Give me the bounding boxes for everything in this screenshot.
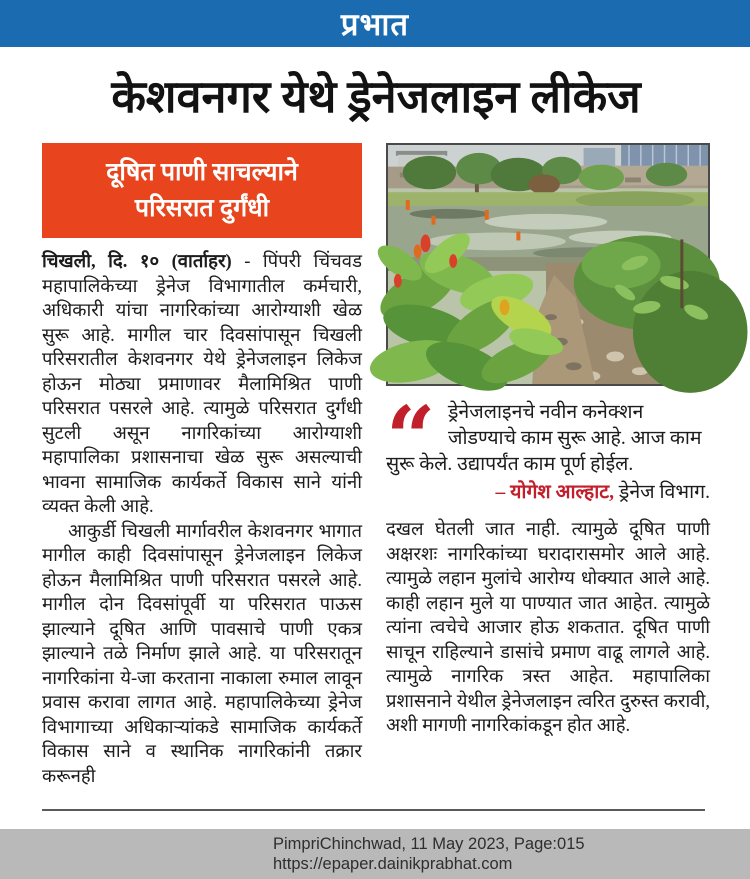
footer-bar bbox=[0, 829, 750, 879]
masthead-bar bbox=[0, 0, 750, 47]
right-column bbox=[386, 143, 710, 789]
paragraph-2: आकुर्डी चिखली मार्गावरील केशवनगर भागात मागील काही दिवसांपासून ड्रेनेजलाइन लिकेज होऊन मैलामिश्रित पाणी परिसरात पसरले आहे. मागील दोन दिवसांपूर्वी या परिसरात पाऊस झाल्याने दूषित आणि पावसाचे पाणी एकत्र झाल्याने तळे निर्माण झाले आहे. या परिसरातून नागरिकांना ये-जा करताना नाकाला रुमाल लावून प्रवास करावा लागत आहे. महापालिकेच्या ड्रेनेज विभागाच्या अधिकाऱ्यांकडे सामाजिक कार्यकर्ते विकास साने व स्थानिक नागरिकांनी तक्रार करूनही bbox=[42, 521, 362, 787]
subhead-box bbox=[42, 143, 362, 238]
quote-icon: “ bbox=[386, 388, 436, 489]
footer-edition-line: PimpriChinchwad, 11 May 2023, Page:015 bbox=[273, 835, 585, 853]
article-headline: केशवनगर येथे ड्रेनेजलाइन लीकेज bbox=[111, 72, 641, 122]
paragraph-1 bbox=[42, 250, 362, 520]
pull-quote bbox=[386, 388, 710, 506]
article-body bbox=[0, 143, 750, 789]
quote-author-role: ड्रेनेज विभाग. bbox=[614, 482, 710, 503]
quote-author: – योगेश आल्हाट, bbox=[495, 482, 615, 503]
pond-photo-illustration bbox=[388, 145, 708, 384]
paragraph-3: दखल घेतली जात नाही. त्यामुळे दूषित पाणी अक्षरशः नागरिकांच्या घरादारासमोर आले आहे. त्यामुळे लहान मुलांचे आरोग्य धोक्यात आले आहे. काही लहान मुले या पाण्यात जात आहेत. त्यामुळे त्यांना त्वचेचे आजार होऊ शकतात. दूषित पाणी साचून राहिल्याने डासांचे प्रमाण वाढू लागले आहे. त्यामुळे नागरिक त्रस्त आहेत. महापालिका प्रशासनाने येथील ड्रेनेजलाइन त्वरित दुरुस्त करावी, अशी मागणी नागरिकांकडून होत आहे. bbox=[386, 520, 710, 736]
left-column-text bbox=[42, 250, 362, 789]
subhead-line1: दूषित पाणी साचल्याने bbox=[106, 159, 298, 186]
newspaper-logo: प्रभात bbox=[340, 6, 410, 42]
bottom-divider bbox=[42, 809, 705, 811]
right-column-text bbox=[386, 518, 710, 739]
subhead-line2: परिसरात दुर्गंधी bbox=[134, 195, 270, 222]
article-photo bbox=[386, 143, 710, 386]
footer-url: https://epaper.dainikprabhat.com bbox=[273, 855, 513, 873]
left-column bbox=[42, 143, 362, 789]
quote-text: ड्रेनेजलाइनचे नवीन कनेक्शन जोडण्याचे काम सुरू आहे. आज काम सुरू केले. उद्यापर्यंत काम पूर्ण होईल. bbox=[386, 402, 702, 475]
paragraph-1-text: - पिंपरी चिंचवड महापालिकेच्या ड्रेनेज विभागातील कर्मचारी, अधिकारी यांचा नागरिकांच्या आरोग्याशी खेळ सुरू आहे. मागील चार दिवसांपासून चिखली परिसरातील केशवनगर येथे ड्रेनेजलाइन लिकेज होऊन मोठ्या प्रमाणावर मैलामिश्रित पाणी परिसरात पसरले आहे. त्यामुळे परिसरात दुर्गंधी सुटली असून नागरिकांच्या आरोग्याशी महापालिका प्रशासनाचा खेळ सुरू असल्याची भावना सामाजिक कार्यकर्ते विकास साने यांनी व्यक्त केली आहे. bbox=[42, 252, 362, 517]
dateline: चिखली, दि. १० (वार्ताहर) bbox=[42, 252, 232, 272]
